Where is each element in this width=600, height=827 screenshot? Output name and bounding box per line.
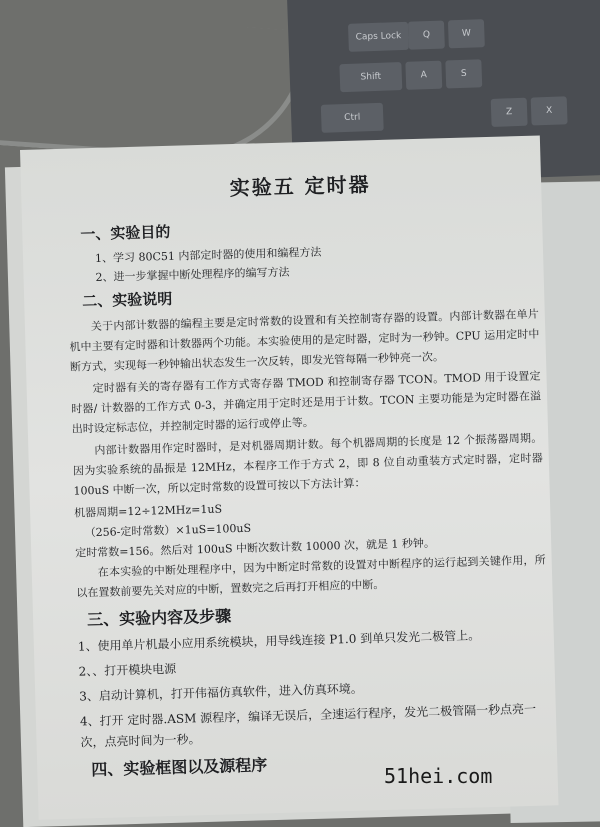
key-s: S [445, 59, 482, 88]
section1-item: 2、进一步掌握中断处理程序的编写方法 [95, 265, 290, 284]
document-title: 实验五 定时器 [229, 172, 371, 201]
section4-heading: 四、实验框图以及源程序 [91, 755, 268, 780]
section1-item: 1、学习 80C51 内部定时器的使用和编程方法 [94, 245, 322, 265]
section2-heading: 二、实验说明 [81, 289, 173, 311]
key-caps-lock: Caps Lock [348, 22, 409, 52]
section3-heading: 三、实验内容及步骤 [86, 606, 232, 630]
key-shift: Shift [339, 62, 402, 92]
key-w: W [448, 19, 485, 48]
section3-step: 3、启动计算机，打开伟福仿真软件，进入仿真环境。 [79, 681, 364, 704]
key-q: Q [408, 21, 445, 50]
section3-step: 2、、打开模块电源 [78, 661, 177, 679]
section3-step: 1、使用单片机最小应用系统模块，用导线连接 P1.0 到单只发光二极管上。 [77, 628, 481, 654]
section1-heading: 一、实验目的 [80, 222, 171, 244]
section3-step: 4、打开 定时器.ASM 源程序，编译无误后，全速运行程序，发光二极管隔一秒点亮一次，点亮时间为一秒。 [79, 701, 537, 750]
watermark-text: 51hei.com [384, 764, 493, 788]
key-a: A [405, 61, 442, 90]
document-page [20, 135, 559, 819]
section2-paragraph: 内部计数器用作定时器时，是对机器周期计数。每个机器周期的长度是 12 个振荡器周期。因为实验系统的晶振是 12MHz，本程序工作于方式 2，即 8 位自动重装方式定时器，定时器 100uS 中断一次，所以定时常数的设置可按以下方法计算： [72, 431, 543, 498]
key-ctrl: Ctrl [321, 103, 384, 133]
section2-paragraph-last: 在本实验的中断处理程序中，因为中断定时常数的设置对中断程序的运行起到关键作用，所以在置数前要先关对应的中断，置数完之后再打开相应的中断。 [76, 553, 546, 600]
key-x: X [531, 96, 568, 125]
section2-paragraph: 关于内部计数器的编程主要是定时常数的设置和有关控制寄存器的设置。内部计数器在单片机中主要有定时器和计数器两个功能。本实验使用的是定时器，定时为一秒钟。CPU 运用定时中断方式，实现每一秒钟输出状态发生一次反转，即发光管每隔一秒钟亮一次。 [69, 307, 540, 374]
formula-result: 定时常数=156。然后对 100uS 中断次数计数 10000 次，就是 1 秒钟。 [75, 536, 436, 560]
key-z: Z [491, 98, 528, 127]
formula-timer-constant: （256-定时常数）×1uS=100uS [84, 521, 252, 540]
document-content [65, 164, 552, 787]
section2-paragraph: 定时器有关的寄存器有工作方式寄存器 TMOD 和控制寄存器 TCON。TMOD 用于设置定时器/ 计数器的工作方式 0-3，并确定用于定时还是用于计数。TCON 主要功能是为定时器在溢出时设定标志位，并控制定时器的运行或停止等。 [71, 369, 542, 436]
formula-machine-cycle: 机器周期=12÷12MHz=1uS [73, 502, 223, 520]
